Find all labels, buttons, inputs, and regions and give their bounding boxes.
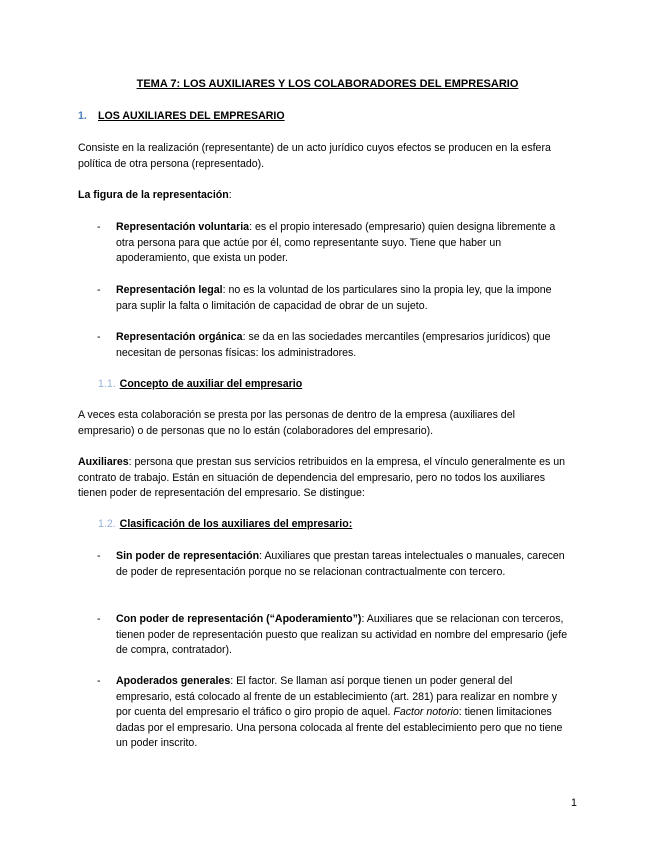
section-1-heading — [78, 109, 285, 125]
figure-of-representation: La figura de la representación: — [78, 189, 232, 201]
section-heading-text: LOS AUXILIARES DEL EMPRESARIO — [98, 110, 285, 122]
list-dash: - — [97, 284, 101, 296]
list-dash: - — [97, 331, 101, 343]
item-text: : es el propio interesado (empresario) quien designa libremente a otra persona para que actúe por él, como representante suyo. Tiene que haber un apoderamiento, que exista un poder. — [116, 221, 556, 264]
subsection-heading-text: Clasificación de los auxiliares del empresario: — [119, 518, 353, 530]
factor-notorio-term: Factor notorio — [393, 706, 459, 718]
item-text: : El factor. Se llaman así porque tienen un poder general del empresario, está colocado al frente de un establecimiento (art. 281) para realizar en nombre y por cuenta del empresario el tráfico o giro propio de aquel. — [116, 675, 558, 718]
auxiliaries-text: : persona que prestan sus servicios retribuidos en la empresa, el vínculo generalmente es un contrato de trabajo. Están en situación de dependencia del empresario, pero no todos los auxiliares tienen poder de representación del empresario. Se distingue: — [78, 456, 566, 499]
item-text-cont: : tienen limitaciones dadas por el empresario. Una persona colocada al frente del establecimiento pero que no tiene un poder inscrito. — [116, 706, 563, 749]
auxiliaries-label: Auxiliares — [78, 456, 129, 468]
list-dash: - — [97, 613, 101, 625]
item-label: Sin poder de representación — [116, 550, 260, 562]
page-number: 1 — [571, 797, 577, 809]
figure-label: La figura de la representación — [78, 189, 229, 201]
item-label: Con poder de representación (“Apoderamiento”) — [116, 613, 362, 625]
section-1-intro: Consiste en la realización (representante) de un acto jurídico cuyos efectos se producen en la esfera política de otra persona (representado). — [78, 142, 551, 170]
collaboration-paragraph: A veces esta colaboración se presta por las personas de dentro de la empresa (auxiliares del empresario) o de personas que no lo están (colaboradores del empresario). — [78, 409, 515, 437]
list-dash: - — [97, 221, 101, 233]
subsection-number: 1.1. — [98, 378, 116, 390]
item-text: : Auxiliares que prestan tareas intelectuales o manuales, carecen de poder de representación porque no se relacionan contractualmente con tercero. — [116, 550, 565, 578]
item-label: Apoderados generales — [116, 675, 231, 687]
item-label: Representación voluntaria — [116, 221, 250, 233]
document-title: TEMA 7: LOS AUXILIARES Y LOS COLABORADORES DEL EMPRESARIO — [136, 78, 519, 90]
item-text: : Auxiliares que se relacionan con terceros, tienen poder de representación puesto que realizan su actividad en nombre del empresario (jefe de compra, contratador). — [116, 613, 568, 656]
subsection-heading-text: Concepto de auxiliar del empresario — [119, 378, 303, 390]
subsection-number: 1.2. — [98, 518, 116, 530]
section-number: 1. — [78, 110, 87, 122]
item-label: Representación legal — [116, 284, 223, 296]
item-label: Representación orgánica — [116, 331, 243, 343]
list-dash: - — [97, 675, 101, 687]
section-1-1-heading — [98, 377, 302, 393]
list-dash: - — [97, 550, 101, 562]
section-1-2-heading — [98, 517, 352, 533]
auxiliaries-paragraph — [78, 455, 568, 502]
item-text: : no es la voluntad de los particulares sino la propia ley, que la impone para suplir la falta o limitación de capacidad de obrar de un sujeto. — [116, 284, 552, 312]
item-text: : se da en las sociedades mercantiles (empresarios jurídicos) que necesitan de personas físicas: los administradores. — [116, 331, 551, 359]
